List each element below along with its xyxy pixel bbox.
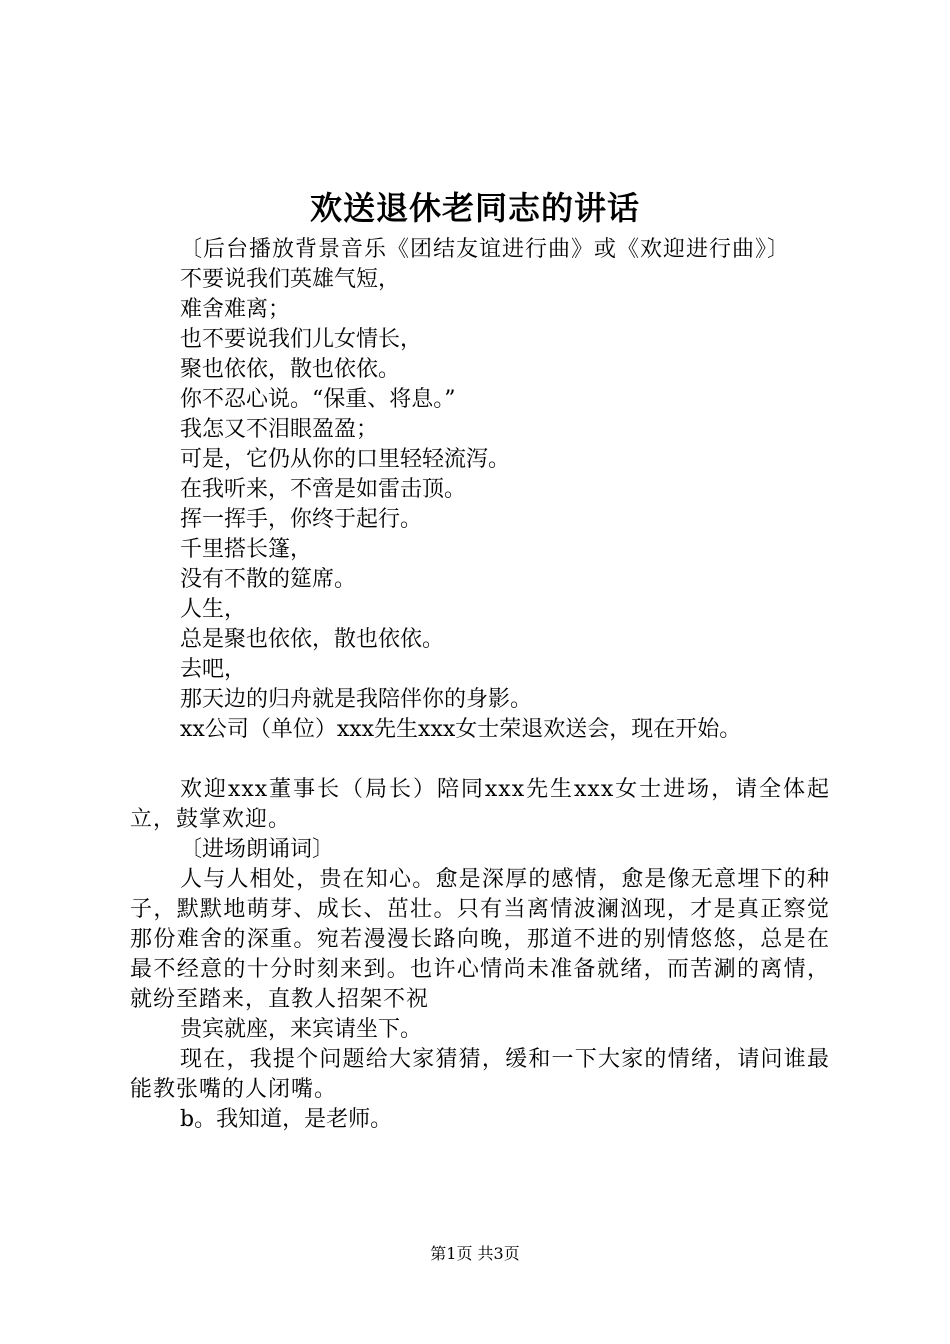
- poem-line: 也不要说我们儿女情长，: [180, 327, 423, 352]
- page-footer: 第1页 共3页: [430, 1244, 520, 1263]
- document-title: 欢送退休老同志的讲话: [309, 189, 640, 227]
- poem-line: 我怎又不泪眼盈盈；: [180, 417, 379, 442]
- recitation-paragraph: 人与人相处，贵在知心。愈是深厚的感情，愈是像无意埋下的种子，默默地萌芽、成长、茁壮。只有当离情波澜汹现，才是真正察觉那份难舍的深重。宛若漫漫长路向晚，那道不进的别情悠悠，总是在最不经意的十分时刻来到。也许心情尚未准备就绪，而苦涮的离情，就纷至踏来，直教人招架不祝: [130, 867, 830, 1012]
- poem-line: 人生，: [180, 597, 247, 622]
- poem-line: 不要说我们英雄气短，: [180, 267, 401, 292]
- riddle-paragraph: 现在，我提个问题给大家猜猜，缓和一下大家的情绪，请问谁最能教张嘴的人闭嘴。: [130, 1047, 830, 1102]
- document-body: [130, 235, 830, 1135]
- poem-line: 那天边的归舟就是我陪伴你的身影。: [180, 687, 533, 712]
- poem-line: 千里搭长篷，: [180, 537, 313, 562]
- poem-line: 难舍难离；: [180, 297, 291, 322]
- poem-line: 没有不散的筵席。: [180, 567, 357, 592]
- intro-paragraph: 〔后台播放背景音乐《团结友谊进行曲》或《欢迎进行曲》〕: [180, 237, 791, 262]
- poem-line: 总是聚也依依，散也依依。: [180, 627, 445, 652]
- poem-line: 挥一挥手，你终于起行。: [180, 507, 423, 532]
- seat-announcement: 贵宾就座，来宾请坐下。: [180, 1017, 423, 1042]
- poem-line: 聚也依依，散也依依。: [180, 357, 401, 382]
- blank-line: [130, 745, 830, 775]
- poem-line: 在我听来，不啻是如雷击顶。: [180, 477, 467, 502]
- answer-line: b。我知道，是老师。: [180, 1107, 393, 1132]
- recitation-heading: 〔进场朗诵词〕: [180, 837, 335, 862]
- welcome-paragraph: 欢迎xxx董事长（局长）陪同xxx先生xxx女士进场，请全体起立，鼓掌欢迎。: [130, 777, 830, 832]
- poem-line: 你不忍心说。“保重、将息。”: [180, 387, 456, 412]
- poem-line: 可是，它仍从你的口里轻轻流泻。: [180, 447, 511, 472]
- poem-line: 去吧，: [180, 657, 247, 682]
- opening-announcement: xx公司（单位）xxx先生xxx女士荣退欢送会，现在开始。: [180, 717, 742, 742]
